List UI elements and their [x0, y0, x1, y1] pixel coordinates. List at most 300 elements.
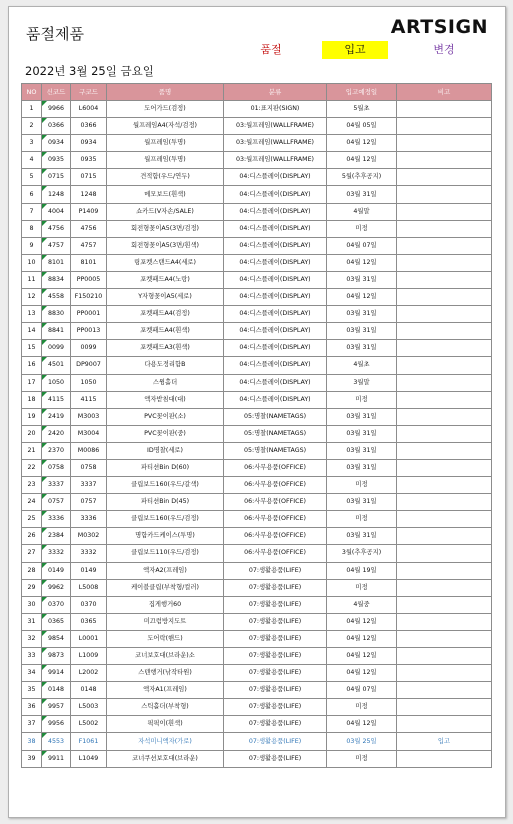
new-code-cell[interactable]: 4553: [42, 733, 71, 750]
row-number[interactable]: 38: [22, 733, 42, 750]
product-name-cell[interactable]: 액자A2(프레임): [107, 562, 224, 579]
brand-logo: ARTSIGN: [390, 16, 488, 38]
category-cell[interactable]: 06:사무용품(OFFICE): [224, 477, 327, 494]
new-code-cell[interactable]: 3337: [42, 477, 71, 494]
eta-cell[interactable]: 03월 31일: [327, 494, 397, 511]
category-cell[interactable]: 07:생활용품(LIFE): [224, 613, 327, 630]
new-code-cell[interactable]: 0935: [42, 152, 71, 169]
row-number[interactable]: 24: [22, 494, 42, 511]
row-number[interactable]: 18: [22, 391, 42, 408]
product-name-cell[interactable]: 파티션Bin D(60): [107, 459, 224, 476]
note-cell[interactable]: [397, 562, 492, 579]
new-code-cell[interactable]: 0757: [42, 494, 71, 511]
row-number[interactable]: 9: [22, 237, 42, 254]
table-row: [22, 203, 492, 220]
table-row: [22, 306, 492, 323]
category-cell[interactable]: 04:디스플레이(DISPLAY): [224, 357, 327, 374]
product-name-cell[interactable]: 포켓패드A4(흰색): [107, 323, 224, 340]
note-cell[interactable]: [397, 118, 492, 135]
eta-cell[interactable]: 03월 31일: [327, 442, 397, 459]
note-cell[interactable]: [397, 374, 492, 391]
product-name-cell[interactable]: 클립보드160(우드/갈색): [107, 477, 224, 494]
product-name-cell[interactable]: 코너보호대(브라운)소: [107, 648, 224, 665]
old-code-cell[interactable]: 0715: [71, 169, 107, 186]
old-code-cell[interactable]: 3336: [71, 511, 107, 528]
eta-cell[interactable]: 04월 12일: [327, 665, 397, 682]
new-code-cell[interactable]: 4501: [42, 357, 71, 374]
row-number[interactable]: 35: [22, 682, 42, 699]
row-number[interactable]: 15: [22, 340, 42, 357]
note-cell[interactable]: [397, 425, 492, 442]
note-cell[interactable]: [397, 323, 492, 340]
old-code-cell[interactable]: DP9007: [71, 357, 107, 374]
new-code-cell[interactable]: 3332: [42, 545, 71, 562]
old-code-cell[interactable]: M0302: [71, 528, 107, 545]
eta-cell[interactable]: 04월 12일: [327, 630, 397, 647]
note-cell[interactable]: [397, 494, 492, 511]
eta-cell[interactable]: 4월초: [327, 357, 397, 374]
note-cell[interactable]: [397, 101, 492, 118]
product-name-cell[interactable]: 스틱홀더(부착형): [107, 699, 224, 716]
note-cell[interactable]: [397, 596, 492, 613]
note-cell[interactable]: [397, 289, 492, 306]
row-number[interactable]: 33: [22, 648, 42, 665]
row-number[interactable]: 28: [22, 562, 42, 579]
category-cell[interactable]: 03:월프레임(WALLFRAME): [224, 152, 327, 169]
old-code-cell[interactable]: L5003: [71, 699, 107, 716]
product-name-cell[interactable]: 파티션Bin D(45): [107, 494, 224, 511]
eta-cell[interactable]: 03월 31일: [327, 186, 397, 203]
new-code-cell[interactable]: 2420: [42, 425, 71, 442]
product-name-cell[interactable]: 회전형꽂이A5(3면/검정): [107, 220, 224, 237]
new-code-cell[interactable]: 0365: [42, 613, 71, 630]
product-name-cell[interactable]: 월프레임(투명): [107, 152, 224, 169]
product-name-cell[interactable]: PVC꽂이판(소): [107, 408, 224, 425]
eta-cell[interactable]: 미정: [327, 220, 397, 237]
old-code-cell[interactable]: 3332: [71, 545, 107, 562]
old-code-cell[interactable]: 3337: [71, 477, 107, 494]
old-code-cell[interactable]: L5008: [71, 579, 107, 596]
product-name-cell[interactable]: 도어가드(검정): [107, 101, 224, 118]
category-cell[interactable]: 03:월프레임(WALLFRAME): [224, 118, 327, 135]
product-name-cell[interactable]: 케이블클립(부착형/컬러): [107, 579, 224, 596]
old-code-cell[interactable]: L1049: [71, 750, 107, 767]
eta-cell[interactable]: 미정: [327, 391, 397, 408]
eta-cell[interactable]: 미정: [327, 579, 397, 596]
new-code-cell[interactable]: 0934: [42, 135, 71, 152]
old-code-cell[interactable]: M3003: [71, 408, 107, 425]
row-number[interactable]: 23: [22, 477, 42, 494]
product-name-cell[interactable]: 명함카드케이스(투명): [107, 528, 224, 545]
note-cell[interactable]: [397, 545, 492, 562]
row-number[interactable]: 4: [22, 152, 42, 169]
category-cell[interactable]: 06:사무용품(OFFICE): [224, 528, 327, 545]
new-code-cell[interactable]: 1050: [42, 374, 71, 391]
eta-cell[interactable]: 03월 25일: [327, 733, 397, 750]
category-cell[interactable]: 07:생활용품(LIFE): [224, 733, 327, 750]
category-cell[interactable]: 05:명찰(NAMETAGS): [224, 425, 327, 442]
category-cell[interactable]: 03:월프레임(WALLFRAME): [224, 135, 327, 152]
category-cell[interactable]: 07:생활용품(LIFE): [224, 665, 327, 682]
category-cell[interactable]: 07:생활용품(LIFE): [224, 562, 327, 579]
product-name-cell[interactable]: 포켓패드A4(노랑): [107, 271, 224, 288]
new-code-cell[interactable]: 0148: [42, 682, 71, 699]
row-number[interactable]: 26: [22, 528, 42, 545]
eta-cell[interactable]: 03월 31일: [327, 408, 397, 425]
note-cell[interactable]: [397, 220, 492, 237]
new-code-cell[interactable]: 1248: [42, 186, 71, 203]
eta-cell[interactable]: 03월 31일: [327, 425, 397, 442]
note-cell[interactable]: [397, 630, 492, 647]
row-number[interactable]: 16: [22, 357, 42, 374]
new-code-cell[interactable]: 9956: [42, 716, 71, 733]
row-number[interactable]: 31: [22, 613, 42, 630]
note-cell[interactable]: [397, 699, 492, 716]
new-code-cell[interactable]: 4558: [42, 289, 71, 306]
category-cell[interactable]: 04:디스플레이(DISPLAY): [224, 289, 327, 306]
row-number[interactable]: 7: [22, 203, 42, 220]
note-cell[interactable]: [397, 511, 492, 528]
new-code-cell[interactable]: 8830: [42, 306, 71, 323]
category-cell[interactable]: 01:표지판(SIGN): [224, 101, 327, 118]
product-name-cell[interactable]: 쇼카드(V자손/SALE): [107, 203, 224, 220]
eta-cell[interactable]: 미정: [327, 750, 397, 767]
new-code-cell[interactable]: 4756: [42, 220, 71, 237]
category-cell[interactable]: 07:생활용품(LIFE): [224, 750, 327, 767]
row-number[interactable]: 10: [22, 254, 42, 271]
row-number[interactable]: 39: [22, 750, 42, 767]
new-code-cell[interactable]: 4115: [42, 391, 71, 408]
eta-cell[interactable]: 03월 31일: [327, 340, 397, 357]
category-cell[interactable]: 04:디스플레이(DISPLAY): [224, 169, 327, 186]
column-header-no[interactable]: NO: [22, 84, 42, 101]
old-code-cell[interactable]: 0757: [71, 494, 107, 511]
new-code-cell[interactable]: 3336: [42, 511, 71, 528]
old-code-cell[interactable]: 0370: [71, 596, 107, 613]
note-cell[interactable]: [397, 665, 492, 682]
product-name-cell[interactable]: 코너쿠션보호대(브라운): [107, 750, 224, 767]
eta-cell[interactable]: 04월 12일: [327, 254, 397, 271]
table-row: [22, 596, 492, 613]
product-name-cell[interactable]: 자석미니액자(가로): [107, 733, 224, 750]
category-cell[interactable]: 04:디스플레이(DISPLAY): [224, 237, 327, 254]
note-cell[interactable]: [397, 477, 492, 494]
category-cell[interactable]: 07:생활용품(LIFE): [224, 716, 327, 733]
note-cell[interactable]: 입고: [397, 733, 492, 750]
old-code-cell[interactable]: L5002: [71, 716, 107, 733]
note-cell[interactable]: [397, 169, 492, 186]
new-code-cell[interactable]: 0758: [42, 459, 71, 476]
old-code-cell[interactable]: 0148: [71, 682, 107, 699]
product-name-cell[interactable]: 메모보드(흰색): [107, 186, 224, 203]
eta-cell[interactable]: 03월 31일: [327, 528, 397, 545]
new-code-cell[interactable]: 9914: [42, 665, 71, 682]
product-name-cell[interactable]: 클립보드160(우드/검정): [107, 511, 224, 528]
new-code-cell[interactable]: 9911: [42, 750, 71, 767]
column-header-old-code[interactable]: 구코드: [71, 84, 107, 101]
product-name-cell[interactable]: PVC꽂이판(중): [107, 425, 224, 442]
old-code-cell[interactable]: PP0005: [71, 271, 107, 288]
product-name-cell[interactable]: ID명찰(세로): [107, 442, 224, 459]
category-cell[interactable]: 07:생활용품(LIFE): [224, 579, 327, 596]
column-header-new-code[interactable]: 신코드: [42, 84, 71, 101]
new-code-cell[interactable]: 4757: [42, 237, 71, 254]
row-number[interactable]: 12: [22, 289, 42, 306]
old-code-cell[interactable]: 1050: [71, 374, 107, 391]
row-number[interactable]: 34: [22, 665, 42, 682]
new-code-cell[interactable]: 9957: [42, 699, 71, 716]
eta-cell[interactable]: 미정: [327, 511, 397, 528]
category-cell[interactable]: 07:생활용품(LIFE): [224, 699, 327, 716]
eta-cell[interactable]: 04월 12일: [327, 289, 397, 306]
eta-cell[interactable]: 04월 12일: [327, 135, 397, 152]
note-cell[interactable]: [397, 340, 492, 357]
old-code-cell[interactable]: PP0013: [71, 323, 107, 340]
product-name-cell[interactable]: 다용도정리함B: [107, 357, 224, 374]
eta-cell[interactable]: 5월(추후공지): [327, 169, 397, 186]
note-cell[interactable]: [397, 237, 492, 254]
new-code-cell[interactable]: 9854: [42, 630, 71, 647]
new-code-cell[interactable]: 9966: [42, 101, 71, 118]
table-row: [22, 374, 492, 391]
old-code-cell[interactable]: P1409: [71, 203, 107, 220]
old-code-cell[interactable]: 4757: [71, 237, 107, 254]
row-number[interactable]: 37: [22, 716, 42, 733]
old-code-cell[interactable]: F150210: [71, 289, 107, 306]
category-cell[interactable]: 06:사무용품(OFFICE): [224, 545, 327, 562]
old-code-cell[interactable]: F1061: [71, 733, 107, 750]
note-cell[interactable]: [397, 186, 492, 203]
new-code-cell[interactable]: 2384: [42, 528, 71, 545]
new-code-cell[interactable]: 0715: [42, 169, 71, 186]
category-cell[interactable]: 07:생활용품(LIFE): [224, 648, 327, 665]
eta-cell[interactable]: 03월 31일: [327, 306, 397, 323]
product-name-cell[interactable]: 도어락(핸드): [107, 630, 224, 647]
new-code-cell[interactable]: 2370: [42, 442, 71, 459]
row-number[interactable]: 29: [22, 579, 42, 596]
category-cell[interactable]: 05:명찰(NAMETAGS): [224, 442, 327, 459]
note-cell[interactable]: [397, 135, 492, 152]
eta-cell[interactable]: 4월중: [327, 596, 397, 613]
sold-out-table: [21, 83, 492, 768]
old-code-cell[interactable]: 0366: [71, 118, 107, 135]
category-cell[interactable]: 06:사무용품(OFFICE): [224, 511, 327, 528]
new-code-cell[interactable]: 2419: [42, 408, 71, 425]
product-name-cell[interactable]: 견적함(우드/연두): [107, 169, 224, 186]
row-number[interactable]: 13: [22, 306, 42, 323]
new-code-cell[interactable]: 4004: [42, 203, 71, 220]
product-name-cell[interactable]: 월프레임(투명): [107, 135, 224, 152]
note-cell[interactable]: [397, 528, 492, 545]
old-code-cell[interactable]: 0099: [71, 340, 107, 357]
category-cell[interactable]: 04:디스플레이(DISPLAY): [224, 220, 327, 237]
product-name-cell[interactable]: 월프레임A4(자석/검정): [107, 118, 224, 135]
table-row: [22, 186, 492, 203]
new-code-cell[interactable]: 0149: [42, 562, 71, 579]
table-row: [22, 442, 492, 459]
row-number[interactable]: 5: [22, 169, 42, 186]
category-cell[interactable]: 04:디스플레이(DISPLAY): [224, 391, 327, 408]
new-code-cell[interactable]: 9962: [42, 579, 71, 596]
table-row: [22, 271, 492, 288]
new-code-cell[interactable]: 9873: [42, 648, 71, 665]
note-cell[interactable]: [397, 579, 492, 596]
table-header-row: [22, 84, 492, 101]
eta-cell[interactable]: 5월초: [327, 101, 397, 118]
row-number[interactable]: 1: [22, 101, 42, 118]
table-row: [22, 511, 492, 528]
note-cell[interactable]: [397, 254, 492, 271]
row-number[interactable]: 11: [22, 271, 42, 288]
note-cell[interactable]: [397, 306, 492, 323]
note-cell[interactable]: [397, 750, 492, 767]
category-cell[interactable]: 04:디스플레이(DISPLAY): [224, 306, 327, 323]
note-cell[interactable]: [397, 442, 492, 459]
product-name-cell[interactable]: 픽픽이(흰색): [107, 716, 224, 733]
product-name-cell[interactable]: 클립보드110(우드/검정): [107, 545, 224, 562]
category-cell[interactable]: 04:디스플레이(DISPLAY): [224, 340, 327, 357]
product-name-cell[interactable]: 스윙홀더: [107, 374, 224, 391]
row-number[interactable]: 36: [22, 699, 42, 716]
report-date: 2022년 3월 25일 금요일: [25, 64, 154, 78]
row-number[interactable]: 32: [22, 630, 42, 647]
eta-cell[interactable]: 4월말: [327, 203, 397, 220]
row-number[interactable]: 25: [22, 511, 42, 528]
old-code-cell[interactable]: 4115: [71, 391, 107, 408]
new-code-cell[interactable]: 0366: [42, 118, 71, 135]
row-number[interactable]: 3: [22, 135, 42, 152]
category-cell[interactable]: 06:사무용품(OFFICE): [224, 494, 327, 511]
product-name-cell[interactable]: Y자형꽂이A5(세로): [107, 289, 224, 306]
old-code-cell[interactable]: 0365: [71, 613, 107, 630]
note-cell[interactable]: [397, 152, 492, 169]
category-cell[interactable]: 04:디스플레이(DISPLAY): [224, 271, 327, 288]
old-code-cell[interactable]: 4756: [71, 220, 107, 237]
row-number[interactable]: 14: [22, 323, 42, 340]
product-name-cell[interactable]: 포켓패드A3(흰색): [107, 340, 224, 357]
product-name-cell[interactable]: 포켓패드A4(검정): [107, 306, 224, 323]
product-name-cell[interactable]: 스텐행거(낚작타원): [107, 665, 224, 682]
eta-cell[interactable]: 04월 19일: [327, 562, 397, 579]
eta-cell[interactable]: 04월 05일: [327, 118, 397, 135]
product-name-cell[interactable]: 회전형꽂이A5(3면/흰색): [107, 237, 224, 254]
note-cell[interactable]: [397, 648, 492, 665]
column-header-category[interactable]: 분류: [224, 84, 327, 101]
eta-cell[interactable]: 미정: [327, 699, 397, 716]
row-number[interactable]: 17: [22, 374, 42, 391]
eta-cell[interactable]: 3월말: [327, 374, 397, 391]
eta-cell[interactable]: 03월 31일: [327, 323, 397, 340]
row-number[interactable]: 21: [22, 442, 42, 459]
column-header-eta[interactable]: 입고예정일: [327, 84, 397, 101]
eta-cell[interactable]: 04월 07일: [327, 682, 397, 699]
old-code-cell[interactable]: L0001: [71, 630, 107, 647]
row-number[interactable]: 30: [22, 596, 42, 613]
eta-cell[interactable]: 04월 12일: [327, 152, 397, 169]
eta-cell[interactable]: 03월 31일: [327, 459, 397, 476]
note-cell[interactable]: [397, 357, 492, 374]
product-name-cell[interactable]: 링포켓스탠드A4(세로): [107, 254, 224, 271]
category-cell[interactable]: 04:디스플레이(DISPLAY): [224, 323, 327, 340]
category-cell[interactable]: 05:명찰(NAMETAGS): [224, 408, 327, 425]
old-code-cell[interactable]: 8101: [71, 254, 107, 271]
category-cell[interactable]: 04:디스플레이(DISPLAY): [224, 203, 327, 220]
row-number[interactable]: 19: [22, 408, 42, 425]
category-cell[interactable]: 07:생활용품(LIFE): [224, 630, 327, 647]
category-cell[interactable]: 04:디스플레이(DISPLAY): [224, 374, 327, 391]
table-row: [22, 733, 492, 750]
old-code-cell[interactable]: PP0001: [71, 306, 107, 323]
row-number[interactable]: 27: [22, 545, 42, 562]
category-cell[interactable]: 07:생활용품(LIFE): [224, 596, 327, 613]
note-cell[interactable]: [397, 613, 492, 630]
note-cell[interactable]: [397, 203, 492, 220]
eta-cell[interactable]: 3월(추후공지): [327, 545, 397, 562]
new-code-cell[interactable]: 8841: [42, 323, 71, 340]
table-row: [22, 425, 492, 442]
product-name-cell[interactable]: 미끄럼방지도트: [107, 613, 224, 630]
old-code-cell[interactable]: 0758: [71, 459, 107, 476]
column-header-product-name[interactable]: 품명: [107, 84, 224, 101]
row-number[interactable]: 20: [22, 425, 42, 442]
category-cell[interactable]: 07:생활용품(LIFE): [224, 682, 327, 699]
product-name-cell[interactable]: 집게행거60: [107, 596, 224, 613]
new-code-cell[interactable]: 0370: [42, 596, 71, 613]
category-cell[interactable]: 06:사무용품(OFFICE): [224, 459, 327, 476]
eta-cell[interactable]: 03월 31일: [327, 271, 397, 288]
old-code-cell[interactable]: L2002: [71, 665, 107, 682]
row-number[interactable]: 22: [22, 459, 42, 476]
table-row: [22, 152, 492, 169]
note-cell[interactable]: [397, 459, 492, 476]
old-code-cell[interactable]: L1009: [71, 648, 107, 665]
table-row: [22, 340, 492, 357]
category-cell[interactable]: 04:디스플레이(DISPLAY): [224, 186, 327, 203]
eta-cell[interactable]: 04월 12일: [327, 716, 397, 733]
old-code-cell[interactable]: 0149: [71, 562, 107, 579]
note-cell[interactable]: [397, 408, 492, 425]
eta-cell[interactable]: 04월 12일: [327, 613, 397, 630]
column-header-note[interactable]: 비고: [397, 84, 492, 101]
row-number[interactable]: 2: [22, 118, 42, 135]
old-code-cell[interactable]: 0934: [71, 135, 107, 152]
product-name-cell[interactable]: 액자A1(프레임): [107, 682, 224, 699]
note-cell[interactable]: [397, 716, 492, 733]
note-cell[interactable]: [397, 682, 492, 699]
row-number[interactable]: 6: [22, 186, 42, 203]
row-number[interactable]: 8: [22, 220, 42, 237]
table-row: [22, 135, 492, 152]
new-code-cell[interactable]: 8101: [42, 254, 71, 271]
new-code-cell[interactable]: 8834: [42, 271, 71, 288]
eta-cell[interactable]: 04월 07일: [327, 237, 397, 254]
product-name-cell[interactable]: 액자받침대(대): [107, 391, 224, 408]
legend-changed: 변경: [433, 43, 455, 56]
old-code-cell[interactable]: 0935: [71, 152, 107, 169]
new-code-cell[interactable]: 0099: [42, 340, 71, 357]
table-row: [22, 391, 492, 408]
eta-cell[interactable]: 미정: [327, 477, 397, 494]
table-row: [22, 682, 492, 699]
note-cell[interactable]: [397, 391, 492, 408]
old-code-cell[interactable]: M0086: [71, 442, 107, 459]
category-cell[interactable]: 04:디스플레이(DISPLAY): [224, 254, 327, 271]
old-code-cell[interactable]: L6004: [71, 101, 107, 118]
note-cell[interactable]: [397, 271, 492, 288]
old-code-cell[interactable]: M3004: [71, 425, 107, 442]
eta-cell[interactable]: 04월 12일: [327, 648, 397, 665]
old-code-cell[interactable]: 1248: [71, 186, 107, 203]
